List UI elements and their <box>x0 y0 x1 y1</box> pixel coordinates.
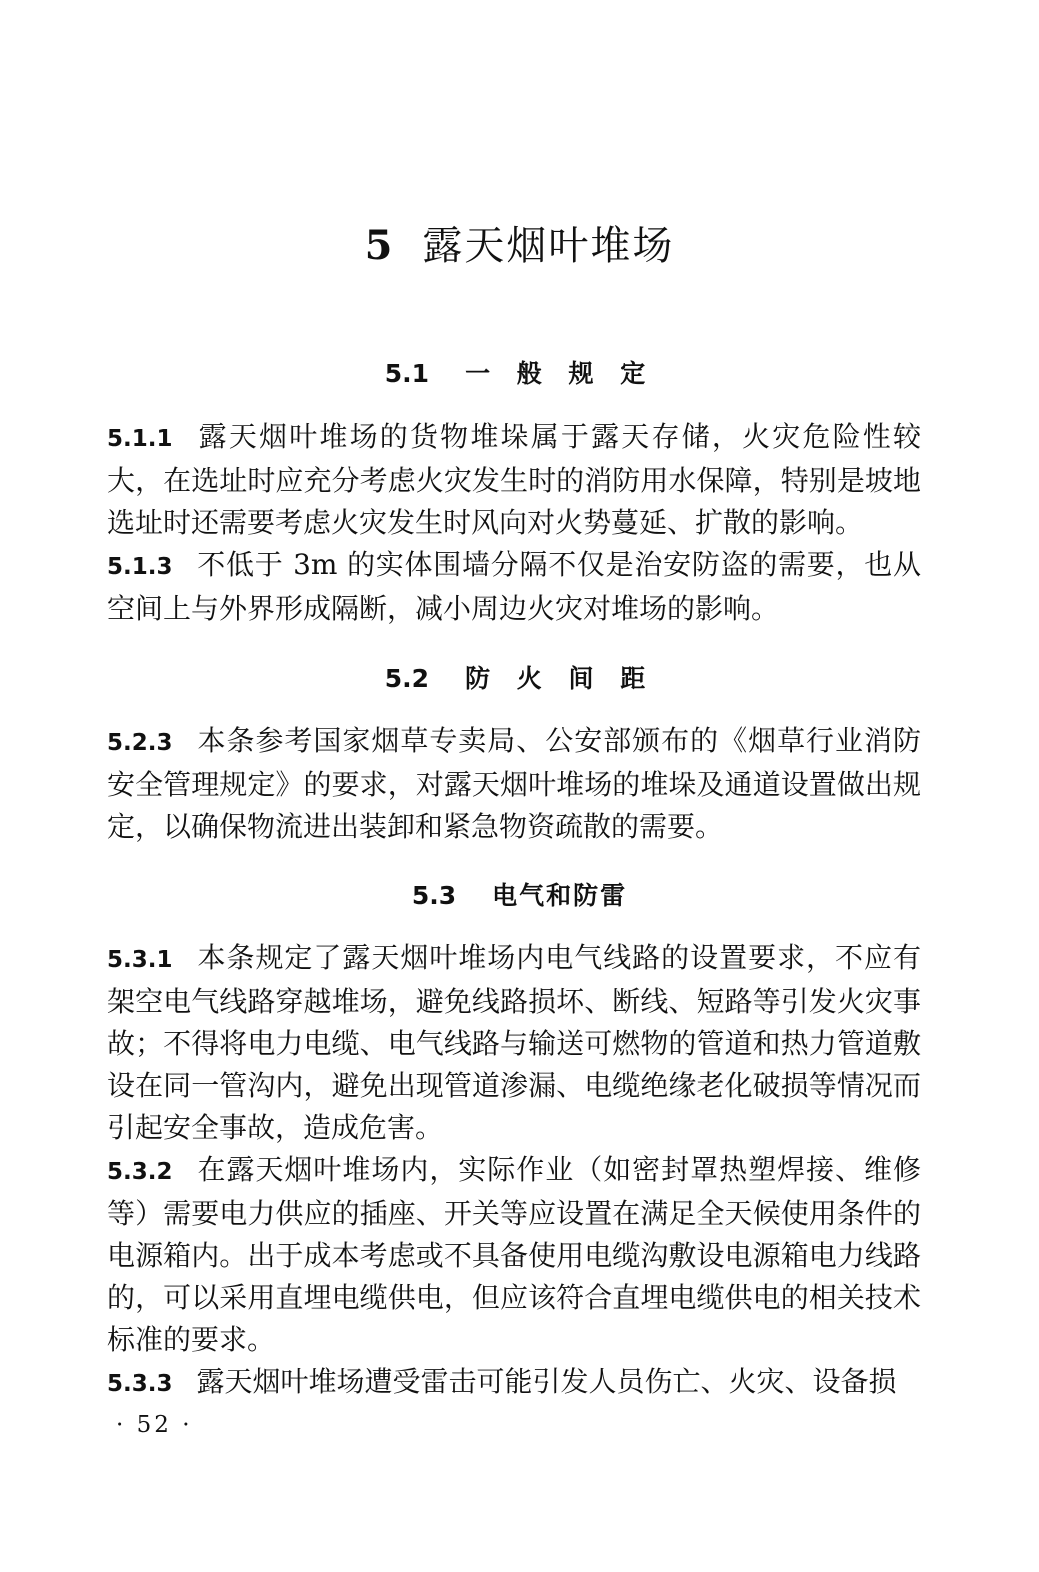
clause-number: 5.1.3 <box>107 554 173 580</box>
clause-number: 5.3.3 <box>107 1371 173 1397</box>
clause-text: 在露天烟叶堆场内，实际作业（如密封罩热塑焊接、维修等）需要电力供应的插座、开关等应设置在满足全天候使用条件的电源箱内。出于成本考虑或不具备使用电缆沟敷设电源箱电力线路的，可以采用直埋电缆供电，但应该符合直埋电缆供电的相关技术标准的要求。 <box>107 1153 921 1356</box>
section-title: 电气和防雷 <box>492 881 628 910</box>
clause-5-3-3 <box>107 1361 921 1405</box>
clause-text: 本条参考国家烟草专卖局、公安部颁布的《烟草行业消防安全管理规定》的要求，对露天烟叶堆场的堆垛及通道设置做出规定，以确保物流进出装卸和紧急物资疏散的需要。 <box>107 724 921 843</box>
clause-text: 露天烟叶堆场的货物堆垛属于露天存储，火灾危险性较大，在选址时应充分考虑火灾发生时的消防用水保障，特别是坡地选址时还需要考虑火灾发生时风向对火势蔓延、扩散的影响。 <box>107 420 921 539</box>
section-heading-5-2 <box>0 659 1039 695</box>
clause-text: 露天烟叶堆场遭受雷击可能引发人员伤亡、火灾、设备损 <box>196 1365 897 1398</box>
clause-number: 5.1.1 <box>107 426 173 452</box>
chapter-number: 5 <box>364 222 395 269</box>
clause-number: 5.3.1 <box>107 947 173 973</box>
clause-5-1-3 <box>107 544 921 630</box>
clause-number: 5.2.3 <box>107 730 173 756</box>
section-heading-5-3 <box>0 876 1039 912</box>
section-title: 一 般 规 定 <box>465 359 655 388</box>
section-body-5-1 <box>107 416 921 630</box>
section-heading-5-1 <box>0 354 1039 390</box>
clause-number: 5.3.2 <box>107 1159 173 1185</box>
clause-5-2-3 <box>107 720 921 848</box>
section-title: 防 火 间 距 <box>465 664 655 693</box>
clause-text: 本条规定了露天烟叶堆场内电气线路的设置要求，不应有架空电气线路穿越堆场，避免线路损坏、断线、短路等引发火灾事故；不得将电力电缆、电气线路与输送可燃物的管道和热力管道敷设在同一管沟内，避免出现管道渗漏、电缆绝缘老化破损等情况而引起安全事故，造成危害。 <box>107 941 921 1144</box>
clause-5-3-2 <box>107 1149 921 1361</box>
section-body-5-3 <box>107 937 921 1405</box>
section-number: 5.1 <box>384 359 430 388</box>
page-number: · 52 · <box>116 1412 193 1438</box>
clause-5-3-1 <box>107 937 921 1149</box>
section-number: 5.3 <box>411 881 457 910</box>
chapter-title <box>0 214 1039 271</box>
chapter-title-text: 露天烟叶堆场 <box>422 223 675 269</box>
clause-5-1-1 <box>107 416 921 544</box>
section-number: 5.2 <box>384 664 430 693</box>
clause-text: 不低于 3m 的实体围墙分隔不仅是治安防盗的需要，也从空间上与外界形成隔断，减小周边火灾对堆场的影响。 <box>107 548 921 625</box>
section-body-5-2 <box>107 720 921 848</box>
